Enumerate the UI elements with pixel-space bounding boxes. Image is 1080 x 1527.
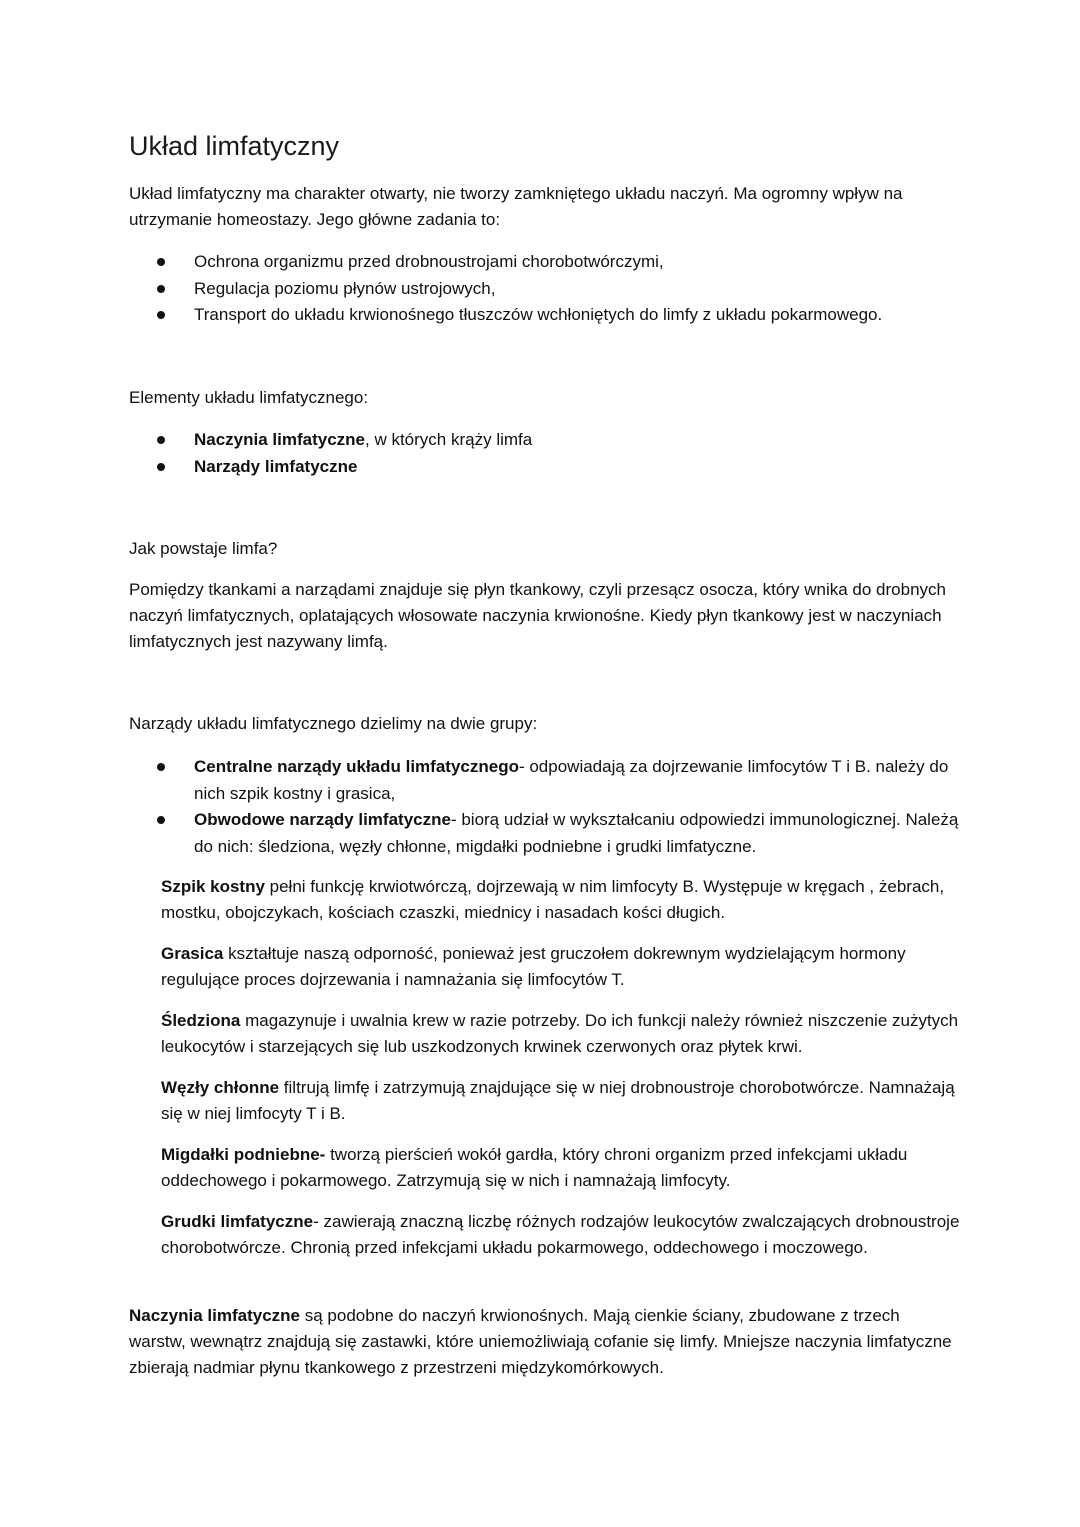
organ-paragraph-tonsils: Migdałki podniebne- tworzą pierścień wokół gardła, który chroni organizm przed infekcjami układu oddechowego i pokarmowego. Zatrzymują się w nich i namnażają limfocyty. (161, 1145, 908, 1190)
bullet-icon (157, 311, 165, 319)
bullet-icon (157, 436, 165, 444)
list-item: Obwodowe narządy limfatyczne- biorą udział w wykształcaniu odpowiedzi immunologicznej. Należą do nich: śledziona, węzły chłonne, migdałki podniebne i grudki limfatyczne. (129, 807, 959, 860)
organ-paragraph-bone-marrow: Szpik kostny pełni funkcję krwiotwórczą, dojrzewają w nim limfocyty B. Występuje w kręgach , żebrach, mostku, obojczykach, kościach czaszki, miednicy i nasadach kości długich. (161, 877, 945, 922)
list-item: Narządy limfatyczne (129, 454, 959, 481)
elements-heading: Elementy układu limfatycznego: (129, 388, 369, 407)
groups-heading: Narządy układu limfatycznego dzielimy na dwie grupy: (129, 714, 538, 733)
elements-list (129, 427, 959, 480)
groups-list (129, 754, 959, 860)
intro-paragraph: Układ limfatyczny ma charakter otwarty, nie tworzy zamkniętego układu naczyń. Ma ogromny wpływ na utrzymanie homeostazy. Jego główne zadania to: (129, 184, 903, 229)
list-item: Regulacja poziomu płynów ustrojowych, (129, 276, 959, 303)
lymph-question: Jak powstaje limfa? (129, 539, 278, 558)
organ-paragraph-spleen: Śledziona magazynuje i uwalnia krew w razie potrzeby. Do ich funkcji należy również niszczenie zużytych leukocytów i starzejących się lub uszkodzonych krwinek czerwonych oraz płytek krwi. (161, 1011, 959, 1056)
bullet-icon (157, 463, 165, 471)
bullet-icon (157, 258, 165, 266)
organ-paragraph-lymph-nodes: Węzły chłonne filtrują limfę i zatrzymują znajdujące się w niej drobnoustroje chorobotwórcze. Namnażają się w niej limfocyty T i B. (161, 1078, 955, 1123)
page-title: Układ limfatyczny (129, 131, 340, 161)
vessels-paragraph: Naczynia limfatyczne są podobne do naczyń krwionośnych. Mają cienkie ściany, zbudowane z trzech warstw, wewnątrz znajdują się zastawki, które uniemożliwiają cofanie się limfy. Mniejsze naczynia limfatyczne zbierają nadmiar płynu tkankowego z przestrzeni międzykomórkowych. (129, 1306, 952, 1377)
list-item: Ochrona organizmu przed drobnoustrojami chorobotwórczymi, (129, 249, 959, 276)
bullet-icon (157, 285, 165, 293)
list-item: Transport do układu krwionośnego tłuszczów wchłoniętych do limfy z układu pokarmowego. (129, 302, 959, 329)
bullet-icon (157, 816, 165, 824)
organ-paragraph-lymphoid-follicles: Grudki limfatyczne- zawierają znaczną liczbę różnych rodzajów leukocytów zwalczających drobnoustroje chorobotwórcze. Chronią przed infekcjami układu pokarmowego, oddechowego i moczowego. (161, 1212, 960, 1257)
list-item: Naczynia limfatyczne, w których krąży limfa (129, 427, 959, 454)
bullet-icon (157, 763, 165, 771)
list-item: Centralne narządy układu limfatycznego- odpowiadają za dojrzewanie limfocytów T i B. należy do nich szpik kostny i grasica, (129, 754, 959, 807)
organ-paragraph-thymus: Grasica kształtuje naszą odporność, ponieważ jest gruczołem dokrewnym wydzielającym hormony regulujące proces dojrzewania i namnażania się limfocytów T. (161, 944, 906, 989)
lymph-answer-paragraph: Pomiędzy tkankami a narządami znajduje się płyn tkankowy, czyli przesącz osocza, który wnika do drobnych naczyń limfatycznych, oplatających włosowate naczynia krwionośne. Kiedy płyn tkankowy jest w naczyniach limfatycznych jest nazywany limfą. (129, 580, 946, 651)
tasks-list (129, 249, 959, 329)
